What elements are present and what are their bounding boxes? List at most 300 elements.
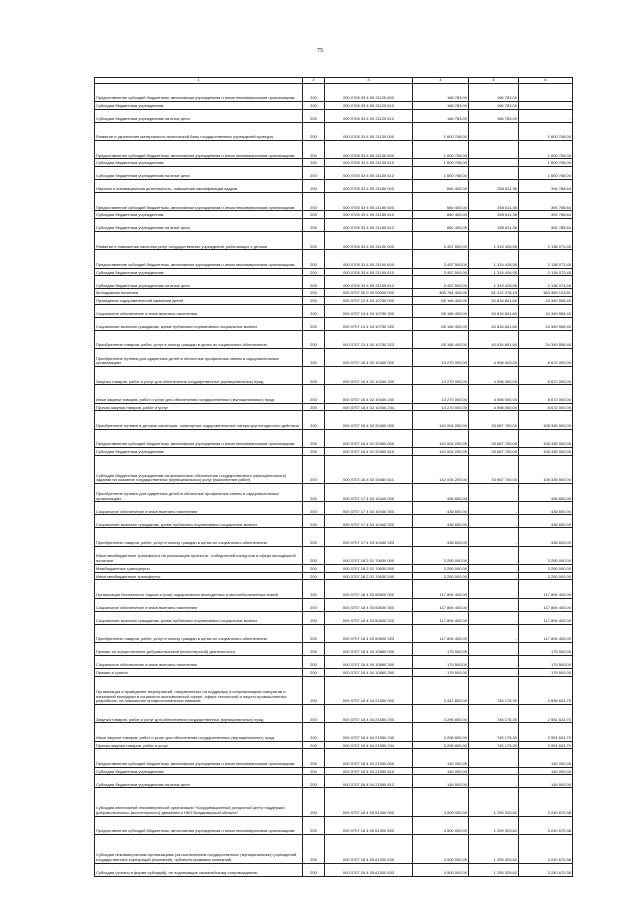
- executed-amount-cell: -: [469, 159, 519, 167]
- remaining-amount-cell: 2 696 624,70: [519, 676, 573, 705]
- admin-code-cell: 200: [303, 349, 325, 367]
- expense-name-cell: Предоставление субсидий бюджетным, автономным учреждениям и иным некоммерческим организациям: [95, 141, 303, 159]
- approved-amount-cell: 3 296 800,00: [413, 705, 469, 723]
- table-row: [95, 297, 573, 305]
- expense-name-cell: Предоставление субсидий бюджетным, автономным учреждениям и иным некоммерческим организациям: [95, 250, 303, 268]
- approved-amount-cell: 465 781 400,00: [413, 289, 469, 297]
- expense-name-cell: Развитие и укрепление материально-технической базы государственных учреждений культуры: [95, 122, 303, 140]
- admin-code-cell: 200: [303, 102, 325, 110]
- table-row: [95, 502, 573, 515]
- page-number: 75: [317, 48, 323, 54]
- admin-code-cell: 200: [303, 546, 325, 564]
- expense-name-cell: Предоставление субсидий бюджетным, автономным учреждениям и иным некоммерческим организациям: [95, 749, 303, 767]
- classification-code-cell: 000 0705 33 4 05 21120 600: [325, 84, 413, 102]
- executed-amount-cell: 40 816 841,60: [469, 297, 519, 305]
- executed-amount-cell: 1 259 329,62: [469, 863, 519, 876]
- expense-name-cell: Научная и инновационная деятельность, повышение квалификации кадров: [95, 180, 303, 193]
- table-body: [95, 84, 573, 877]
- executed-amount-cell: -: [469, 775, 519, 788]
- classification-code-cell: 000 0705 33 4 05 21180 600: [325, 193, 413, 211]
- executed-amount-cell: -: [469, 611, 519, 624]
- approved-amount-cell: 438 600,00: [413, 502, 469, 515]
- executed-amount-cell: -: [469, 484, 519, 502]
- table-row: [95, 122, 573, 140]
- approved-amount-cell: 117 894 400,00: [413, 598, 469, 611]
- admin-code-cell: 200: [303, 367, 325, 385]
- table-row: [95, 546, 573, 564]
- executed-amount-cell: 265 611,36: [469, 211, 519, 219]
- approved-amount-cell: 4 500 000,00: [413, 835, 469, 864]
- admin-code-cell: 200: [303, 705, 325, 723]
- column-header: 4: [413, 78, 469, 84]
- approved-amount-cell: 166 783,00: [413, 109, 469, 122]
- expense-name-cell: Приобретение товаров, работ, услуг в пользу граждан в целях их социального обеспечения: [95, 528, 303, 546]
- approved-amount-cell: 4 500 000,00: [413, 816, 469, 834]
- executed-amount-cell: 745 175,30: [469, 741, 519, 749]
- expense-name-cell: Социальные выплаты гражданам, кроме публичных нормативных социальных выплат: [95, 515, 303, 528]
- remaining-amount-cell: 24 349 558,40: [519, 297, 573, 305]
- expense-name-cell: Предоставление субсидий бюджетным, автономным учреждениям и иным некоммерческим организациям: [95, 193, 303, 211]
- approved-amount-cell: 145 000,00: [413, 767, 469, 775]
- expense-name-cell: Иные межбюджетные трансферты на реализацию проектов - победителей конкурсов в сфере молодежной политики: [95, 546, 303, 564]
- table-row: [95, 250, 573, 268]
- table-row: [95, 767, 573, 775]
- executed-amount-cell: -: [469, 580, 519, 598]
- expense-name-cell: Премии и гранты: [95, 668, 303, 676]
- approved-amount-cell: 3 457 500,00: [413, 250, 469, 268]
- executed-amount-cell: -: [469, 515, 519, 528]
- executed-amount-cell: 33 667 700,00: [469, 455, 519, 484]
- classification-code-cell: 000 0705 33 4 05 21190 612: [325, 276, 413, 289]
- approved-amount-cell: 3 457 500,00: [413, 276, 469, 289]
- table-row: [95, 429, 573, 447]
- approved-amount-cell: 438 600,00: [413, 528, 469, 546]
- admin-code-cell: 200: [303, 429, 325, 447]
- expense-name-cell: Предоставление субсидий бюджетным, автономным учреждениям и иным некоммерческим организациям: [95, 816, 303, 834]
- classification-code-cell: 000 0707 17 4 03 10440 323: [325, 528, 413, 546]
- approved-amount-cell: 117 894 400,00: [413, 611, 469, 624]
- executed-amount-cell: 1 259 329,62: [469, 788, 519, 817]
- admin-code-cell: 200: [303, 749, 325, 767]
- table-row: [95, 349, 573, 367]
- expense-name-cell: Иные закупки товаров, работ и услуг для обеспечения государственных (муниципальных) нужд: [95, 385, 303, 403]
- admin-code-cell: 200: [303, 232, 325, 250]
- admin-code-cell: 200: [303, 835, 325, 864]
- expense-name-cell: Приобретение товаров, работ, услуг в пользу граждан в целях их социального обеспечения: [95, 330, 303, 348]
- expense-name-cell: Закупка товаров, работ и услуг для обеспечения государственных (муниципальных) нужд: [95, 705, 303, 723]
- table-row: [95, 317, 573, 330]
- table-row: [95, 668, 573, 676]
- remaining-amount-cell: 3 240 670,38: [519, 863, 573, 876]
- admin-code-cell: 200: [303, 741, 325, 749]
- expense-name-cell: Субсидии некоммерческим организациям (за исключением государственных (муниципальных) учреждений, государственных корпораций (компаний), публично-правовых компаний): [95, 835, 303, 864]
- executed-amount-cell: 166 783,00: [469, 102, 519, 110]
- approved-amount-cell: 13 270 000,00: [413, 349, 469, 367]
- approved-amount-cell: 13 270 000,00: [413, 385, 469, 403]
- executed-amount-cell: -: [469, 572, 519, 580]
- table-row: [95, 676, 573, 705]
- executed-amount-cell: -: [469, 668, 519, 676]
- admin-code-cell: 200: [303, 580, 325, 598]
- table-row: [95, 268, 573, 276]
- classification-code-cell: 000 0705 33 4 05 21120 610: [325, 102, 413, 110]
- classification-code-cell: 000 0707 18 4 04 21550 200: [325, 705, 413, 723]
- column-header: 5: [469, 78, 519, 84]
- expense-name-cell: Проведение оздоровительной кампании детей: [95, 297, 303, 305]
- remaining-amount-cell: 2 138 073,45: [519, 232, 573, 250]
- table-row: [95, 289, 573, 297]
- table-row: [95, 219, 573, 232]
- executed-amount-cell: 265 611,36: [469, 180, 519, 193]
- expense-name-cell: Субсидии бюджетным учреждениям: [95, 447, 303, 455]
- table-row: [95, 611, 573, 624]
- expense-name-cell: Субсидии бюджетным учреждениям на иные цели: [95, 167, 303, 180]
- executed-amount-cell: 4 598 000,00: [469, 385, 519, 403]
- admin-code-cell: 200: [303, 528, 325, 546]
- classification-code-cell: 000 0707 16 4 02 10440 200: [325, 367, 413, 385]
- classification-code-cell: 000 0707 18 4 05 61300 000: [325, 788, 413, 817]
- table-row: [95, 624, 573, 642]
- table-row: [95, 141, 573, 159]
- table-row: [95, 367, 573, 385]
- admin-code-cell: 200: [303, 304, 325, 317]
- expense-name-cell: Иные межбюджетные трансферты: [95, 572, 303, 580]
- approved-amount-cell: 117 894 400,00: [413, 624, 469, 642]
- table-row: [95, 447, 573, 455]
- executed-amount-cell: -: [469, 502, 519, 515]
- budget-execution-table: [94, 77, 573, 877]
- classification-code-cell: 000 0707 13 4 04 10750 000: [325, 297, 413, 305]
- table-row: [95, 403, 573, 411]
- remaining-amount-cell: 179 500,00: [519, 668, 573, 676]
- remaining-amount-cell: 3 250 000,00: [519, 564, 573, 572]
- admin-code-cell: 200: [303, 276, 325, 289]
- table-row: [95, 705, 573, 723]
- classification-code-cell: 000 0705 33 4 05 21180 610: [325, 211, 413, 219]
- table-row: [95, 276, 573, 289]
- approved-amount-cell: 660 400,00: [413, 219, 469, 232]
- table-row: [95, 84, 573, 102]
- table-row: [95, 749, 573, 767]
- expense-name-cell: Прочая закупка товаров, работ и услуг: [95, 403, 303, 411]
- approved-amount-cell: 65 166 400,00: [413, 330, 469, 348]
- classification-code-cell: 000 0707 18 4 05 61300 600: [325, 816, 413, 834]
- table-row: [95, 598, 573, 611]
- remaining-amount-cell: 117 894 400,00: [519, 611, 573, 624]
- table-row: [95, 655, 573, 668]
- classification-code-cell: 000 0705 33 4 05 21120 612: [325, 109, 413, 122]
- expense-name-cell: Развитие и повышение качества услуг государственных учреждений, работающих с детьми: [95, 232, 303, 250]
- remaining-amount-cell: 2 138 073,45: [519, 276, 573, 289]
- approved-amount-cell: 117 894 400,00: [413, 580, 469, 598]
- executed-amount-cell: -: [469, 528, 519, 546]
- admin-code-cell: 200: [303, 788, 325, 817]
- remaining-amount-cell: 3 240 670,38: [519, 788, 573, 817]
- executed-amount-cell: 166 783,00: [469, 84, 519, 102]
- admin-code-cell: 200: [303, 863, 325, 876]
- remaining-amount-cell: 438 600,00: [519, 484, 573, 502]
- approved-amount-cell: 3 457 500,00: [413, 232, 469, 250]
- remaining-amount-cell: -: [519, 109, 573, 122]
- executed-amount-cell: -: [469, 141, 519, 159]
- table-row: [95, 572, 573, 580]
- admin-code-cell: 200: [303, 676, 325, 705]
- classification-code-cell: 000 0705 33 4 05 21180 612: [325, 219, 413, 232]
- classification-code-cell: 000 0707 18 4 04 21550 240: [325, 723, 413, 741]
- classification-code-cell: 000 0705 33 4 05 21130 610: [325, 159, 413, 167]
- classification-code-cell: 000 0705 33 4 05 21130 600: [325, 141, 413, 159]
- expense-name-cell: Субсидия автономной некоммерческой организации "Координационный ресурсный центр поддержки добровольческого (волонтерского) движения и НКО Владимирской области": [95, 788, 303, 817]
- table-row: [95, 193, 573, 211]
- admin-code-cell: 200: [303, 403, 325, 411]
- executed-amount-cell: 4 598 000,00: [469, 403, 519, 411]
- executed-amount-cell: 1 319 426,55: [469, 250, 519, 268]
- approved-amount-cell: 3 250 000,00: [413, 546, 469, 564]
- approved-amount-cell: 660 400,00: [413, 180, 469, 193]
- admin-code-cell: 200: [303, 655, 325, 668]
- admin-code-cell: 200: [303, 564, 325, 572]
- classification-code-cell: 000 0707 18 2 01 70630 000: [325, 546, 413, 564]
- table-row: [95, 109, 573, 122]
- executed-amount-cell: 81 412 276,19: [469, 289, 519, 297]
- remaining-amount-cell: 3 250 000,00: [519, 572, 573, 580]
- classification-code-cell: 000 0707 18 2 01 70630 540: [325, 572, 413, 580]
- remaining-amount-cell: 2 138 073,45: [519, 268, 573, 276]
- approved-amount-cell: 1 600 708,00: [413, 167, 469, 180]
- remaining-amount-cell: 1 600 708,00: [519, 159, 573, 167]
- admin-code-cell: 200: [303, 515, 325, 528]
- executed-amount-cell: 745 175,30: [469, 705, 519, 723]
- executed-amount-cell: -: [469, 642, 519, 655]
- expense-name-cell: Организация бесплатного отдыха и (или) оздоровления многодетных и малообеспеченных семей: [95, 580, 303, 598]
- admin-code-cell: 200: [303, 180, 325, 193]
- classification-code-cell: 000 0707 16 4 02 20460 611: [325, 455, 413, 484]
- approved-amount-cell: 145 000,00: [413, 775, 469, 788]
- remaining-amount-cell: 24 349 558,40: [519, 317, 573, 330]
- table-row: [95, 816, 573, 834]
- expense-name-cell: Субсидии бюджетным учреждениям на иные цели: [95, 109, 303, 122]
- executed-amount-cell: 745 175,30: [469, 723, 519, 741]
- admin-code-cell: 200: [303, 330, 325, 348]
- classification-code-cell: 000 0707 18 4 05 61300 633: [325, 863, 413, 876]
- table-row: [95, 330, 573, 348]
- approved-amount-cell: 1 600 708,00: [413, 141, 469, 159]
- expense-name-cell: Социальное обеспечение и иные выплаты населению: [95, 598, 303, 611]
- admin-code-cell: 200: [303, 502, 325, 515]
- expense-name-cell: Приобретение товаров, работ, услуг в пользу граждан в целях их социального обеспечения: [95, 624, 303, 642]
- classification-code-cell: 000 0707 18 4 04 10860 300: [325, 655, 413, 668]
- executed-amount-cell: 40 816 841,60: [469, 304, 519, 317]
- remaining-amount-cell: 3 240 670,38: [519, 835, 573, 864]
- expense-name-cell: Приобретение путевок для одаренных детей в областные профильные смены в оздоровительных организациях: [95, 484, 303, 502]
- admin-code-cell: 200: [303, 109, 325, 122]
- admin-code-cell: 200: [303, 611, 325, 624]
- approved-amount-cell: 166 783,00: [413, 102, 469, 110]
- classification-code-cell: 000 0705 33 4 05 21190 610: [325, 268, 413, 276]
- classification-code-cell: 000 0705 33 4 05 21130 612: [325, 167, 413, 180]
- classification-code-cell: 000 0707 17 4 03 10440 000: [325, 484, 413, 502]
- executed-amount-cell: -: [469, 767, 519, 775]
- expense-name-cell: Межбюджетные трансферты: [95, 564, 303, 572]
- remaining-amount-cell: 108 336 500,00: [519, 411, 573, 429]
- remaining-amount-cell: -: [519, 102, 573, 110]
- remaining-amount-cell: 394 788,64: [519, 180, 573, 193]
- admin-code-cell: 200: [303, 385, 325, 403]
- admin-code-cell: 200: [303, 775, 325, 788]
- executed-amount-cell: 1 259 329,62: [469, 835, 519, 864]
- admin-code-cell: 200: [303, 219, 325, 232]
- admin-code-cell: 200: [303, 723, 325, 741]
- expense-name-cell: Приобретение путевок в детские санатории, санаторные оздоровительные лагеря круглогодичного действия: [95, 411, 303, 429]
- executed-amount-cell: 40 816 841,60: [469, 317, 519, 330]
- table-row: [95, 741, 573, 749]
- expense-name-cell: Социальные выплаты гражданам, кроме публичных нормативных социальных выплат: [95, 317, 303, 330]
- admin-code-cell: 200: [303, 193, 325, 211]
- expense-name-cell: Субсидии бюджетным учреждениям на иные цели: [95, 775, 303, 788]
- remaining-amount-cell: 1 600 708,00: [519, 122, 573, 140]
- admin-code-cell: 200: [303, 250, 325, 268]
- approved-amount-cell: 142 004 200,00: [413, 447, 469, 455]
- executed-amount-cell: 1 319 426,55: [469, 232, 519, 250]
- admin-code-cell: 200: [303, 816, 325, 834]
- remaining-amount-cell: 108 336 500,00: [519, 429, 573, 447]
- expense-name-cell: Субсидии (гранты в форме субсидий), не подлежащие казначейскому сопровождению: [95, 863, 303, 876]
- executed-amount-cell: 1 319 426,55: [469, 276, 519, 289]
- classification-code-cell: 000 0705 33 4 05 21130 000: [325, 122, 413, 140]
- classification-code-cell: 000 0707 16 4 02 10440 244: [325, 403, 413, 411]
- classification-code-cell: 000 0707 18 4 03 60600 000: [325, 580, 413, 598]
- classification-code-cell: 000 0707 18 4 04 21550 244: [325, 741, 413, 749]
- executed-amount-cell: -: [469, 564, 519, 572]
- approved-amount-cell: 1 600 708,00: [413, 122, 469, 140]
- approved-amount-cell: 3 250 000,00: [413, 564, 469, 572]
- classification-code-cell: 000 0707 18 4 04 21550 600: [325, 749, 413, 767]
- remaining-amount-cell: 179 500,00: [519, 655, 573, 668]
- admin-code-cell: 200: [303, 447, 325, 455]
- table-row: [95, 528, 573, 546]
- admin-code-cell: 200: [303, 159, 325, 167]
- executed-amount-cell: -: [469, 749, 519, 767]
- approved-amount-cell: 179 500,00: [413, 642, 469, 655]
- remaining-amount-cell: 2 138 073,45: [519, 250, 573, 268]
- executed-amount-cell: 40 816 841,60: [469, 330, 519, 348]
- remaining-amount-cell: 438 600,00: [519, 528, 573, 546]
- executed-amount-cell: -: [469, 624, 519, 642]
- classification-code-cell: 000 0707 16 4 02 20460 610: [325, 447, 413, 455]
- remaining-amount-cell: 8 672 000,00: [519, 403, 573, 411]
- expense-name-cell: Предоставление субсидий бюджетным, автономным учреждениям и иным некоммерческим организациям: [95, 429, 303, 447]
- executed-amount-cell: -: [469, 167, 519, 180]
- remaining-amount-cell: 438 600,00: [519, 502, 573, 515]
- approved-amount-cell: 438 600,00: [413, 484, 469, 502]
- admin-code-cell: 200: [303, 297, 325, 305]
- table-row: [95, 211, 573, 219]
- remaining-amount-cell: 3 240 670,38: [519, 816, 573, 834]
- approved-amount-cell: 179 500,00: [413, 668, 469, 676]
- expense-name-cell: Социальные выплаты гражданам, кроме публичных нормативных социальных выплат: [95, 611, 303, 624]
- admin-code-cell: 200: [303, 598, 325, 611]
- classification-code-cell: 000 0707 13 4 04 10750 300: [325, 304, 413, 317]
- remaining-amount-cell: 145 000,00: [519, 749, 573, 767]
- executed-amount-cell: 166 783,00: [469, 109, 519, 122]
- approved-amount-cell: 142 004 200,00: [413, 455, 469, 484]
- executed-amount-cell: 1 259 329,62: [469, 816, 519, 834]
- remaining-amount-cell: 1 600 708,00: [519, 167, 573, 180]
- approved-amount-cell: 3 250 000,00: [413, 572, 469, 580]
- remaining-amount-cell: 394 788,64: [519, 211, 573, 219]
- expense-name-cell: Социальное обеспечение и иные выплаты населению: [95, 304, 303, 317]
- admin-code-cell: 200: [303, 767, 325, 775]
- admin-code-cell: 200: [303, 484, 325, 502]
- classification-code-cell: 000 0707 17 4 03 10440 320: [325, 515, 413, 528]
- table-row: [95, 232, 573, 250]
- approved-amount-cell: 660 400,00: [413, 211, 469, 219]
- executed-amount-cell: -: [469, 546, 519, 564]
- classification-code-cell: 000 0707 18 4 04 21550 612: [325, 775, 413, 788]
- approved-amount-cell: 13 270 000,00: [413, 367, 469, 385]
- remaining-amount-cell: 394 788,64: [519, 219, 573, 232]
- table-row: [95, 642, 573, 655]
- remaining-amount-cell: 117 894 400,00: [519, 580, 573, 598]
- executed-amount-cell: -: [469, 598, 519, 611]
- remaining-amount-cell: -: [519, 84, 573, 102]
- approved-amount-cell: 145 000,00: [413, 749, 469, 767]
- admin-code-cell: 200: [303, 572, 325, 580]
- table-row: [95, 159, 573, 167]
- approved-amount-cell: 166 783,00: [413, 84, 469, 102]
- admin-code-cell: 200: [303, 268, 325, 276]
- approved-amount-cell: 1 600 708,00: [413, 159, 469, 167]
- table-row: [95, 455, 573, 484]
- remaining-amount-cell: 2 551 624,70: [519, 723, 573, 741]
- remaining-amount-cell: 3 250 000,00: [519, 546, 573, 564]
- expense-name-cell: Субсидии бюджетным учреждениям: [95, 268, 303, 276]
- table-row: [95, 775, 573, 788]
- admin-code-cell: 200: [303, 668, 325, 676]
- classification-code-cell: 000 0707 18 4 05 61300 630: [325, 835, 413, 864]
- executed-amount-cell: 33 667 700,00: [469, 411, 519, 429]
- table-row: [95, 835, 573, 864]
- remaining-amount-cell: 24 349 558,40: [519, 330, 573, 348]
- remaining-amount-cell: 179 500,00: [519, 642, 573, 655]
- table-row: [95, 788, 573, 817]
- approved-amount-cell: 3 296 800,00: [413, 723, 469, 741]
- classification-code-cell: 000 0707 16 4 02 20460 600: [325, 429, 413, 447]
- expense-name-cell: Организация и проведение мероприятий, направленных на поддержку и популяризацию инициатив и начинаний молодежи в социально-экономической сфере, сфере технологий и научно-промышленных разработок, на повышение профессиональных навыков: [95, 676, 303, 705]
- admin-code-cell: 200: [303, 411, 325, 429]
- remaining-amount-cell: 394 788,64: [519, 193, 573, 211]
- expense-name-cell: Социальное обеспечение и иные выплаты населению: [95, 502, 303, 515]
- approved-amount-cell: 3 296 800,00: [413, 741, 469, 749]
- remaining-amount-cell: 8 672 000,00: [519, 349, 573, 367]
- executed-amount-cell: [469, 122, 519, 140]
- expense-name-cell: Премии за осуществление добровольческой (волонтерской) деятельности: [95, 642, 303, 655]
- expense-name-cell: Субсидии бюджетным учреждениям на иные цели: [95, 219, 303, 232]
- classification-code-cell: 000 0705 33 4 05 21190 600: [325, 250, 413, 268]
- expense-name-cell: Субсидии бюджетным учреждениям: [95, 211, 303, 219]
- classification-code-cell: 000 0707 17 4 03 10440 300: [325, 502, 413, 515]
- table-row: [95, 304, 573, 317]
- approved-amount-cell: 4 500 000,00: [413, 863, 469, 876]
- column-header: 6: [519, 78, 573, 84]
- table-row: [95, 484, 573, 502]
- expense-name-cell: Субсидии бюджетным учреждениям: [95, 102, 303, 110]
- classification-code-cell: 000 0707 16 4 02 10440 000: [325, 349, 413, 367]
- remaining-amount-cell: 108 336 500,00: [519, 447, 573, 455]
- expense-name-cell: Субсидии бюджетным учреждениям: [95, 767, 303, 775]
- classification-code-cell: 000 0707 13 4 04 10750 320: [325, 317, 413, 330]
- admin-code-cell: 200: [303, 141, 325, 159]
